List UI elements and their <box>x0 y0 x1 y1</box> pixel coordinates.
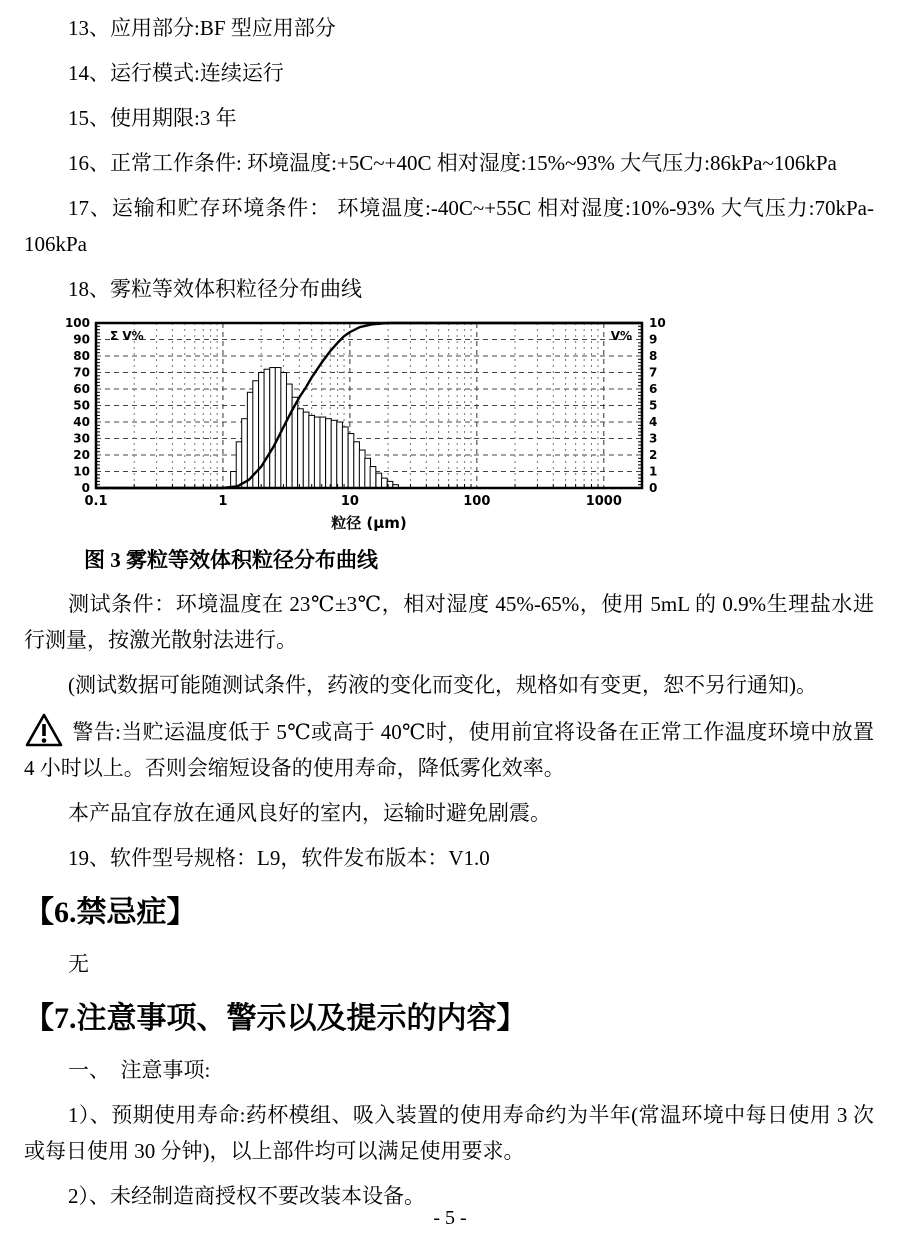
storage-note: 本产品宜存放在通风良好的室内，运输时避免剧震。 <box>68 801 551 825</box>
svg-text:8: 8 <box>649 349 658 363</box>
spec-item-14: 14、运行模式:连续运行 <box>68 61 284 85</box>
svg-text:70: 70 <box>73 365 90 380</box>
figure-3 <box>24 316 874 578</box>
spec-item-18: 18、雾粒等效体积粒径分布曲线 <box>68 277 362 301</box>
section-6-heading: 【6.禁忌症】 <box>24 896 197 929</box>
svg-text:0.1: 0.1 <box>84 494 108 509</box>
warning-paragraph <box>24 712 874 786</box>
note-item-1: 1）、预期使用寿命:药杯模组、吸入装置的使用寿命约为半年(常温环境中每日使用 3 次或每日使用 30 分钟)，以上部件均可以满足使用要求。 <box>24 1103 874 1163</box>
particle-size-distribution-chart <box>56 316 874 534</box>
svg-text:1: 1 <box>649 464 658 479</box>
svg-text:3: 3 <box>649 431 658 446</box>
page-number: - 5 - <box>433 1207 467 1229</box>
section-7-heading: 【7.注意事项、警示以及提示的内容】 <box>24 1002 527 1035</box>
svg-text:50: 50 <box>73 398 90 413</box>
svg-text:100: 100 <box>463 494 491 509</box>
spec-item-15: 15、使用期限:3 年 <box>68 106 237 130</box>
spec-item-13: 13、应用部分:BF 型应用部分 <box>68 16 336 40</box>
svg-text:1000: 1000 <box>585 494 622 509</box>
svg-text:粒径 (μm): 粒径 (μm) <box>331 514 407 532</box>
svg-text:7: 7 <box>649 365 658 380</box>
warning-text: 警告:当贮运温度低于 5℃或高于 40℃时，使用前宜将设备在正常工作温度环境中放置 4 小时以上。否则会缩短设备的使用寿命，降低雾化效率。 <box>24 720 874 780</box>
svg-text:6: 6 <box>649 382 658 396</box>
svg-text:4: 4 <box>649 415 658 429</box>
svg-text:10: 10 <box>340 494 359 509</box>
svg-text:40: 40 <box>73 415 90 429</box>
svg-text:20: 20 <box>73 448 90 462</box>
svg-text:60: 60 <box>73 382 90 396</box>
svg-text:10: 10 <box>73 464 90 479</box>
note-item-2: 2）、未经制造商授权不要改装本设备。 <box>68 1184 425 1208</box>
section-6-body: 无 <box>68 952 89 976</box>
svg-text:Σ V%: Σ V% <box>110 329 144 343</box>
notes-heading: 一、 注意事项: <box>68 1058 211 1082</box>
test-conditions-paragraph: 测试条件：环境温度在 23℃±3℃，相对湿度 45%-65%，使用 5mL 的 0.9%生理盐水进行测量，按激光散射法进行。 <box>24 592 874 652</box>
svg-text:1: 1 <box>218 494 228 509</box>
svg-text:90: 90 <box>73 332 90 347</box>
svg-text:80: 80 <box>73 349 90 363</box>
spec-item-16: 16、正常工作条件: 环境温度:+5C~+40C 相对湿度:15%~93% 大气压力:86kPa~106kPa <box>68 151 837 175</box>
svg-text:V%: V% <box>610 329 632 343</box>
svg-text:0: 0 <box>81 481 90 495</box>
figure-caption: 图 3 雾粒等效体积粒径分布曲线 <box>84 548 378 572</box>
svg-text:2: 2 <box>649 448 658 462</box>
disclaimer-note: (测试数据可能随测试条件，药液的变化而变化，规格如有变更，恕不另行通知)。 <box>68 673 817 697</box>
spec-item-17: 17、运输和贮存环境条件： 环境温度:-40C~+55C 相对湿度:10%-93% 大气压力:70kPa-106kPa <box>24 196 874 256</box>
svg-text:30: 30 <box>73 431 90 446</box>
chart-canvas <box>56 316 672 534</box>
svg-text:9: 9 <box>649 332 658 347</box>
svg-text:10: 10 <box>649 316 666 330</box>
warning-triangle-icon <box>24 712 64 748</box>
svg-text:5: 5 <box>649 398 658 413</box>
svg-text:0: 0 <box>649 481 658 495</box>
svg-text:100: 100 <box>64 316 90 330</box>
spec-item-19: 19、软件型号规格：L9，软件发布版本：V1.0 <box>68 846 490 870</box>
